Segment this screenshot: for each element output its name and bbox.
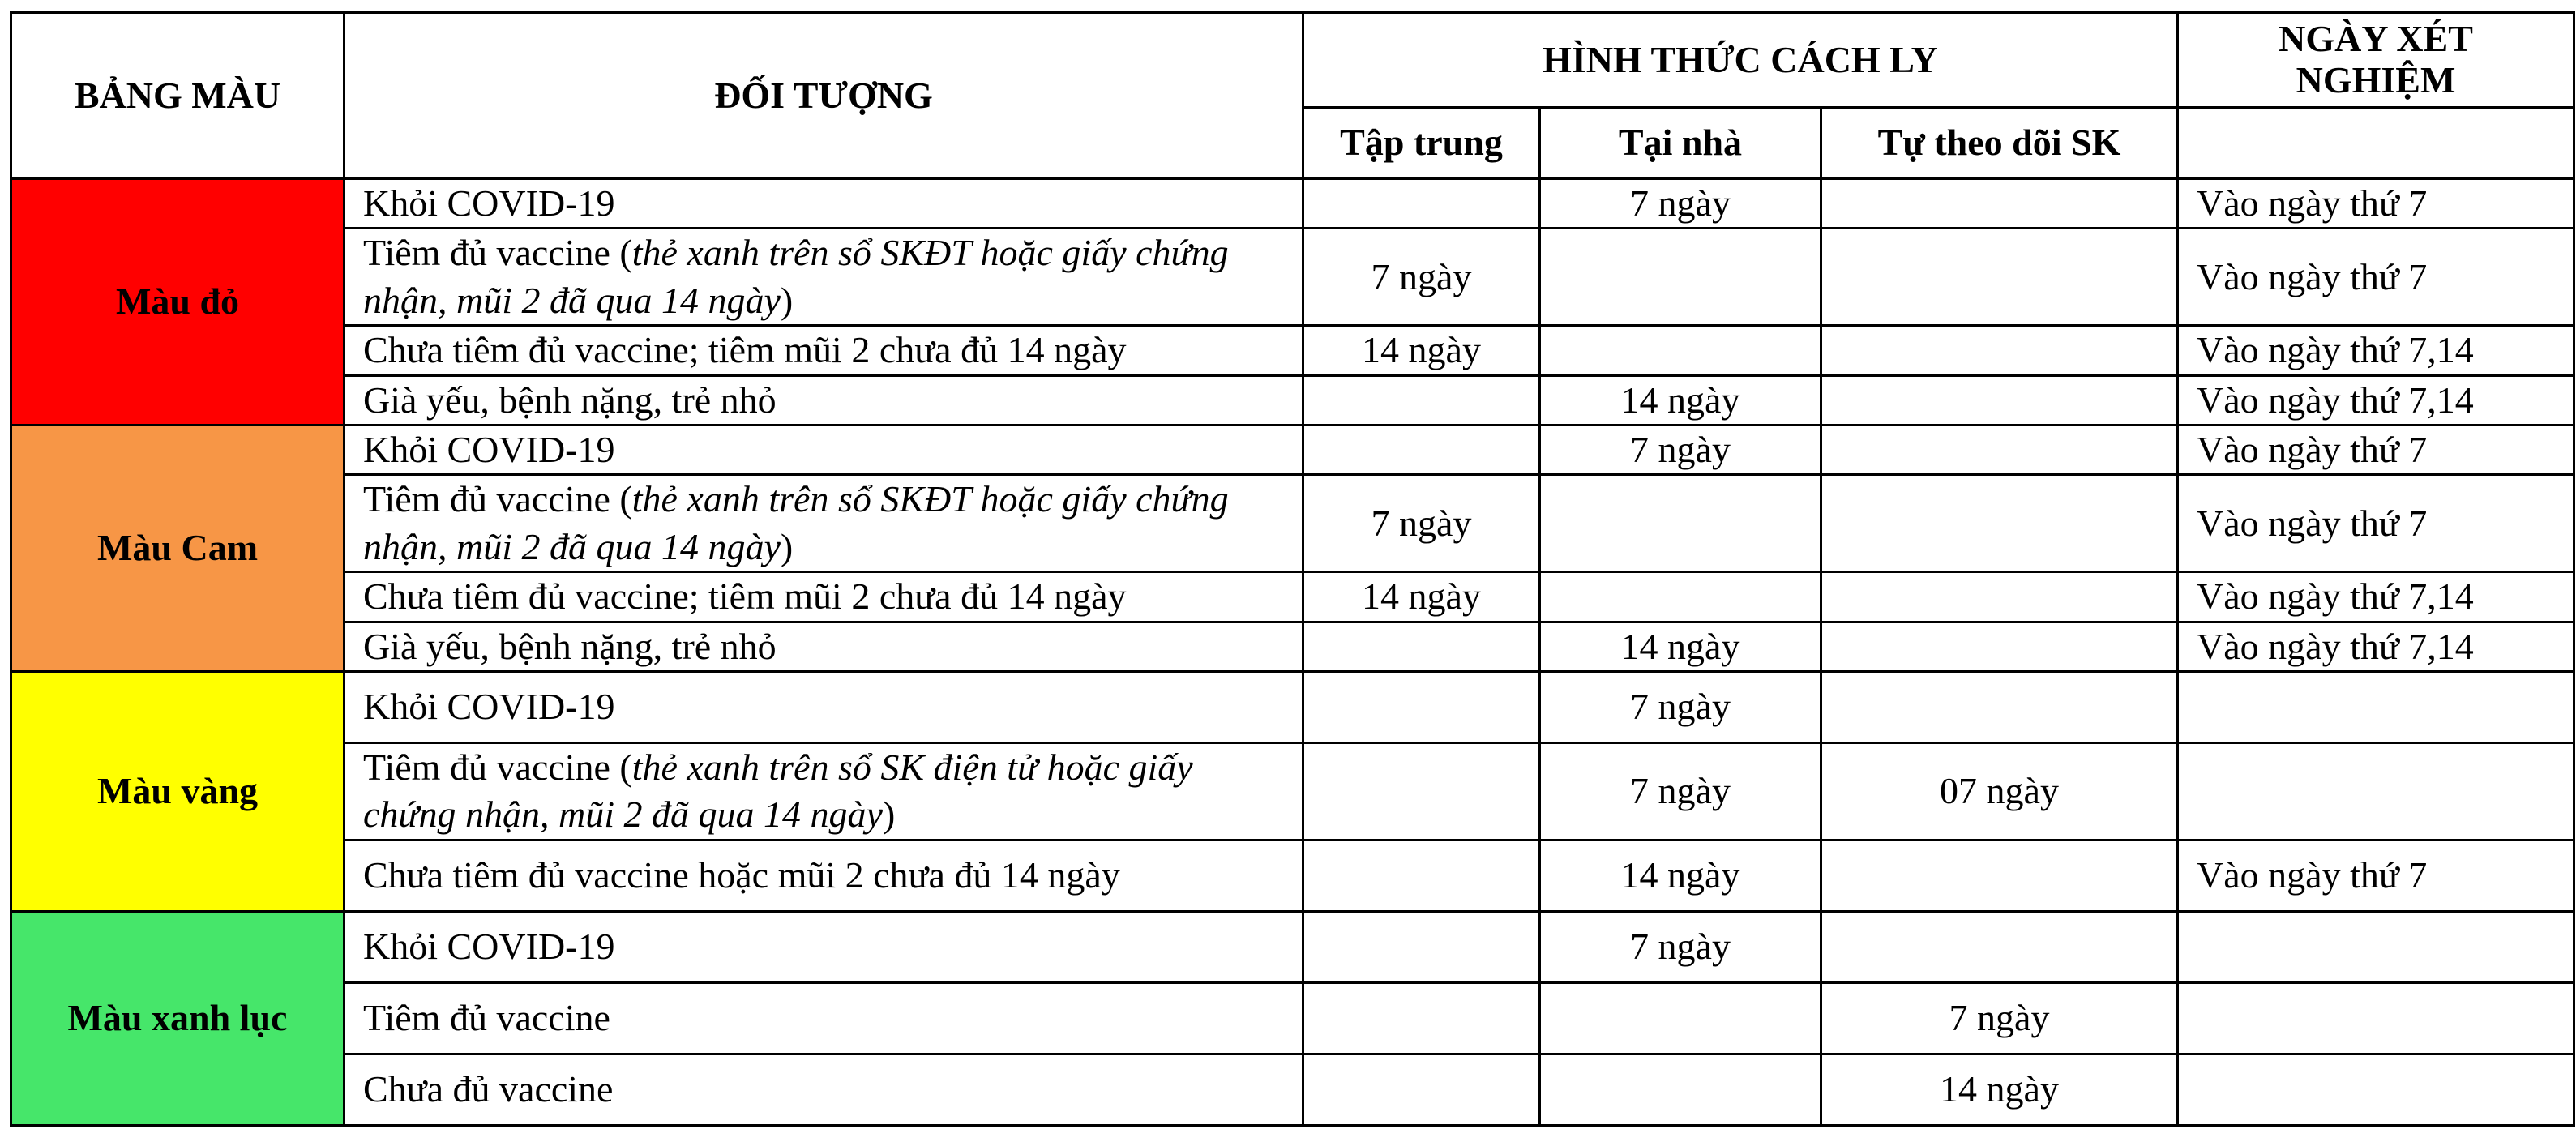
cell-tu-theo-doi [1821, 326, 2178, 375]
object-text: Tiêm đủ vaccine ( [363, 478, 632, 520]
cell-ngay-xn: Vào ngày thứ 7,14 [2178, 326, 2574, 375]
cell-tap-trung: 14 ngày [1303, 326, 1540, 375]
cell-tu-theo-doi [1821, 179, 2178, 229]
cell-object [344, 475, 1303, 572]
cell-tai-nha: 7 ngày [1540, 179, 1821, 229]
cell-tu-theo-doi [1821, 840, 2178, 911]
cell-tu-theo-doi [1821, 622, 2178, 671]
header-hinh-thuc-cach-ly: HÌNH THỨC CÁCH LY [1303, 13, 2178, 108]
cell-tu-theo-doi: 07 ngày [1821, 743, 2178, 840]
zone-label-red: Màu đỏ [11, 179, 344, 426]
header-doi-tuong: ĐỐI TƯỢNG [344, 13, 1303, 179]
cell-tai-nha: 7 ngày [1540, 743, 1821, 840]
cell-ngay-xn [2178, 911, 2574, 982]
cell-object: Khỏi COVID-19 [344, 911, 1303, 982]
cell-tu-theo-doi: 14 ngày [1821, 1054, 2178, 1125]
cell-tai-nha [1540, 572, 1821, 622]
cell-tu-theo-doi: 7 ngày [1821, 982, 2178, 1054]
cell-tap-trung [1303, 375, 1540, 425]
object-text-end: ) [882, 793, 896, 836]
object-text: Tiêm đủ vaccine ( [363, 746, 632, 789]
cell-tap-trung [1303, 672, 1540, 743]
cell-ngay-xn: Vào ngày thứ 7 [2178, 840, 2574, 911]
cell-object: Chưa tiêm đủ vaccine hoặc mũi 2 chưa đủ 14 ngày [344, 840, 1303, 911]
cell-ngay-xn: Vào ngày thứ 7,14 [2178, 375, 2574, 425]
header-ngay-xet-nghiem: NGÀY XÉT NGHIỆM [2178, 13, 2574, 108]
cell-tu-theo-doi [1821, 572, 2178, 622]
cell-tap-trung: 7 ngày [1303, 475, 1540, 572]
cell-tap-trung [1303, 1054, 1540, 1125]
cell-tai-nha [1540, 1054, 1821, 1125]
cell-ngay-xn: Vào ngày thứ 7 [2178, 229, 2574, 326]
header-tai-nha: Tại nhà [1540, 108, 1821, 179]
cell-object: Chưa tiêm đủ vaccine; tiêm mũi 2 chưa đủ 14 ngày [344, 572, 1303, 622]
cell-tu-theo-doi [1821, 672, 2178, 743]
cell-tai-nha [1540, 326, 1821, 375]
object-note-italic: thẻ xanh trên sổ SKĐT hoặc giấy chứng nhận, mũi 2 đã qua 14 ngày [363, 232, 1229, 321]
object-text: Tiêm đủ vaccine ( [363, 232, 632, 274]
cell-ngay-xn [2178, 672, 2574, 743]
cell-tu-theo-doi [1821, 375, 2178, 425]
cell-ngay-xn: Vào ngày thứ 7 [2178, 426, 2574, 475]
cell-ngay-xn: Vào ngày thứ 7 [2178, 475, 2574, 572]
header-tu-theo-doi-sk: Tự theo dõi SK [1821, 108, 2178, 179]
cell-object [344, 229, 1303, 326]
cell-object: Chưa đủ vaccine [344, 1054, 1303, 1125]
cell-tap-trung [1303, 743, 1540, 840]
zone-label-orange: Màu Cam [11, 426, 344, 672]
header-bang-mau: BẢNG MÀU [11, 13, 344, 179]
cell-object [344, 743, 1303, 840]
cell-tap-trung [1303, 426, 1540, 475]
cell-tai-nha: 7 ngày [1540, 672, 1821, 743]
cell-object: Già yếu, bệnh nặng, trẻ nhỏ [344, 622, 1303, 671]
cell-ngay-xn [2178, 1054, 2574, 1125]
cell-tu-theo-doi [1821, 911, 2178, 982]
cell-tap-trung [1303, 179, 1540, 229]
cell-ngay-xn [2178, 982, 2574, 1054]
cell-tai-nha [1540, 982, 1821, 1054]
cell-tai-nha: 14 ngày [1540, 622, 1821, 671]
cell-tai-nha: 14 ngày [1540, 375, 1821, 425]
zone-label-yellow: Màu vàng [11, 672, 344, 912]
cell-object: Khỏi COVID-19 [344, 672, 1303, 743]
cell-tap-trung [1303, 622, 1540, 671]
zone-label-green: Màu xanh lục [11, 911, 344, 1125]
object-note-italic: thẻ xanh trên sổ SKĐT hoặc giấy chứng nhận, mũi 2 đã qua 14 ngày [363, 478, 1229, 567]
cell-tai-nha: 14 ngày [1540, 840, 1821, 911]
cell-tai-nha: 7 ngày [1540, 911, 1821, 982]
cell-object: Chưa tiêm đủ vaccine; tiêm mũi 2 chưa đủ 14 ngày [344, 326, 1303, 375]
cell-tai-nha [1540, 475, 1821, 572]
object-text-end: ) [780, 279, 794, 321]
cell-tai-nha [1540, 229, 1821, 326]
cell-tap-trung: 7 ngày [1303, 229, 1540, 326]
header-empty [2178, 108, 2574, 179]
cell-tap-trung [1303, 911, 1540, 982]
cell-object: Tiêm đủ vaccine [344, 982, 1303, 1054]
cell-object: Khỏi COVID-19 [344, 426, 1303, 475]
cell-tap-trung [1303, 840, 1540, 911]
quarantine-table [10, 11, 2575, 1127]
object-text-end: ) [780, 525, 794, 567]
cell-tai-nha: 7 ngày [1540, 426, 1821, 475]
cell-tap-trung: 14 ngày [1303, 572, 1540, 622]
cell-tap-trung [1303, 982, 1540, 1054]
header-tap-trung: Tập trung [1303, 108, 1540, 179]
cell-tu-theo-doi [1821, 426, 2178, 475]
cell-object: Già yếu, bệnh nặng, trẻ nhỏ [344, 375, 1303, 425]
cell-ngay-xn: Vào ngày thứ 7 [2178, 179, 2574, 229]
cell-object: Khỏi COVID-19 [344, 179, 1303, 229]
cell-ngay-xn: Vào ngày thứ 7,14 [2178, 572, 2574, 622]
cell-ngay-xn [2178, 743, 2574, 840]
cell-tu-theo-doi [1821, 229, 2178, 326]
cell-tu-theo-doi [1821, 475, 2178, 572]
cell-ngay-xn: Vào ngày thứ 7,14 [2178, 622, 2574, 671]
object-note-italic: thẻ xanh trên sổ SK điện tử hoặc giấy chứng nhận, mũi 2 đã qua 14 ngày [363, 746, 1193, 836]
